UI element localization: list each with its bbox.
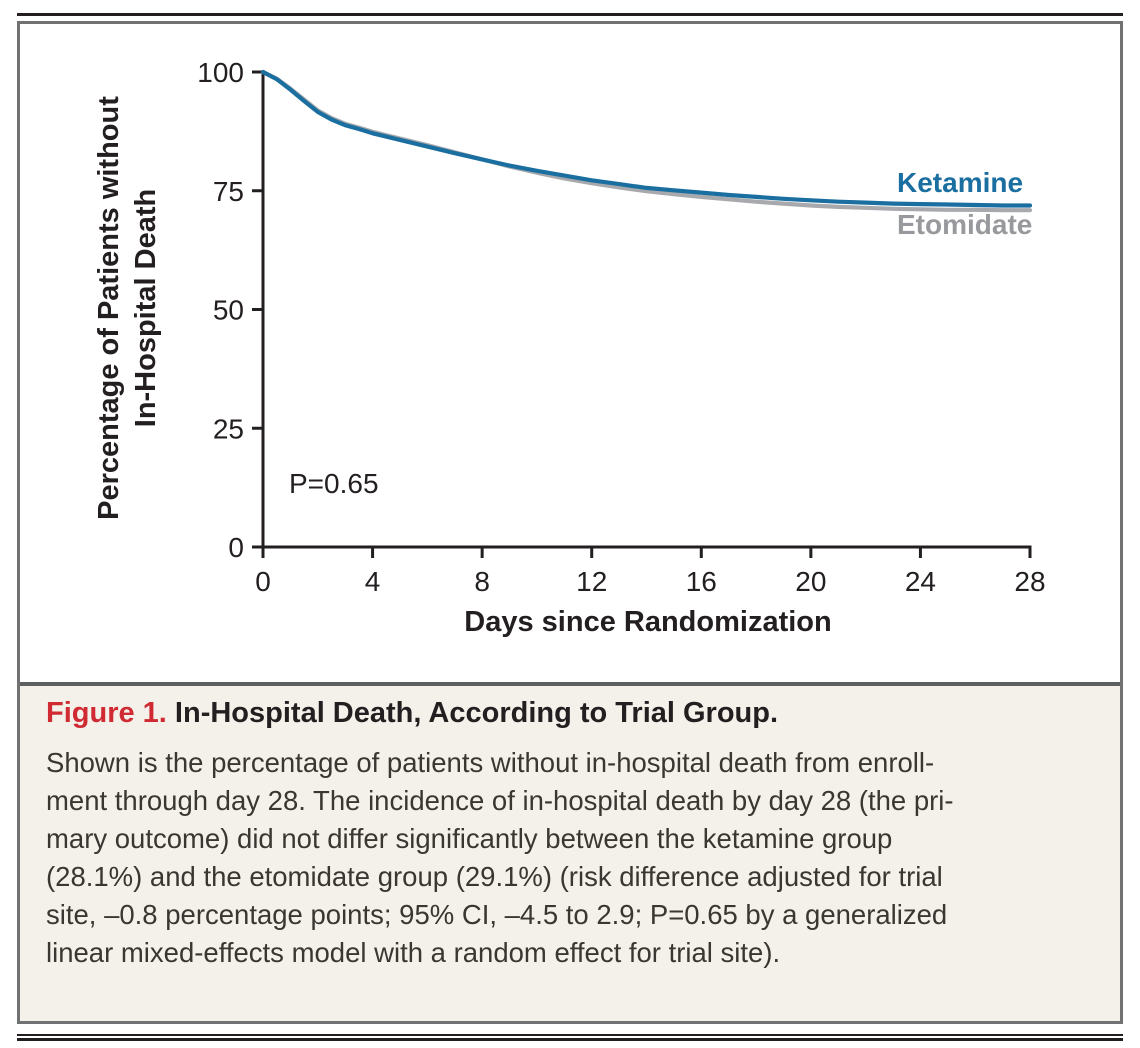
y-tick-label: 0	[228, 532, 244, 563]
p-value-annotation: P=0.65	[289, 468, 379, 499]
x-tick-label: 28	[1014, 566, 1046, 597]
y-axis-title-line1: Percentage of Patients without	[93, 96, 125, 520]
series-label-etomidate: Etomidate	[897, 209, 1033, 240]
caption-line: Shown is the percentage of patients without in-hospital death from enroll-	[46, 747, 935, 778]
y-axis-title-line2: In-Hospital Death	[130, 188, 162, 428]
caption-title-text: In-Hospital Death, According to Trial Group.	[174, 697, 779, 729]
x-axis-title: Days since Randomization	[464, 606, 832, 638]
figure-number-label: Figure 1.	[46, 697, 167, 729]
caption-line: linear mixed-effects model with a random effect for trial site).	[46, 937, 781, 968]
y-axis-title	[91, 96, 165, 520]
x-tick-label: 4	[364, 566, 381, 597]
caption-title	[46, 697, 778, 730]
caption-line: mary outcome) did not differ significantly between the ketamine group	[46, 823, 893, 854]
x-tick-label: 24	[904, 566, 937, 597]
y-tick-label: 75	[212, 175, 244, 207]
bottom-rule-thin	[17, 1034, 1123, 1036]
series-label-ketamine: Ketamine	[897, 167, 1024, 198]
x-tick-label: 12	[576, 566, 608, 597]
caption-body	[46, 744, 1108, 972]
caption-line: (28.1%) and the etomidate group (29.1%) (risk difference adjusted for trial	[46, 861, 943, 892]
x-tick-label: 16	[685, 566, 717, 597]
x-tick-label: 20	[795, 566, 827, 597]
x-tick-label: 8	[474, 566, 490, 597]
y-tick-label: 50	[212, 294, 244, 326]
y-tick-label: 100	[197, 57, 244, 88]
caption-line: site, –0.8 percentage points; 95% CI, –4.5 to 2.9; P=0.65 by a generalized	[46, 899, 948, 930]
bottom-rule-thick	[17, 1038, 1123, 1041]
x-tick-label: 0	[255, 566, 271, 597]
caption-line: ment through day 28. The incidence of in-hospital death by day 28 (the pri-	[46, 785, 954, 816]
y-tick-label: 25	[212, 413, 244, 445]
